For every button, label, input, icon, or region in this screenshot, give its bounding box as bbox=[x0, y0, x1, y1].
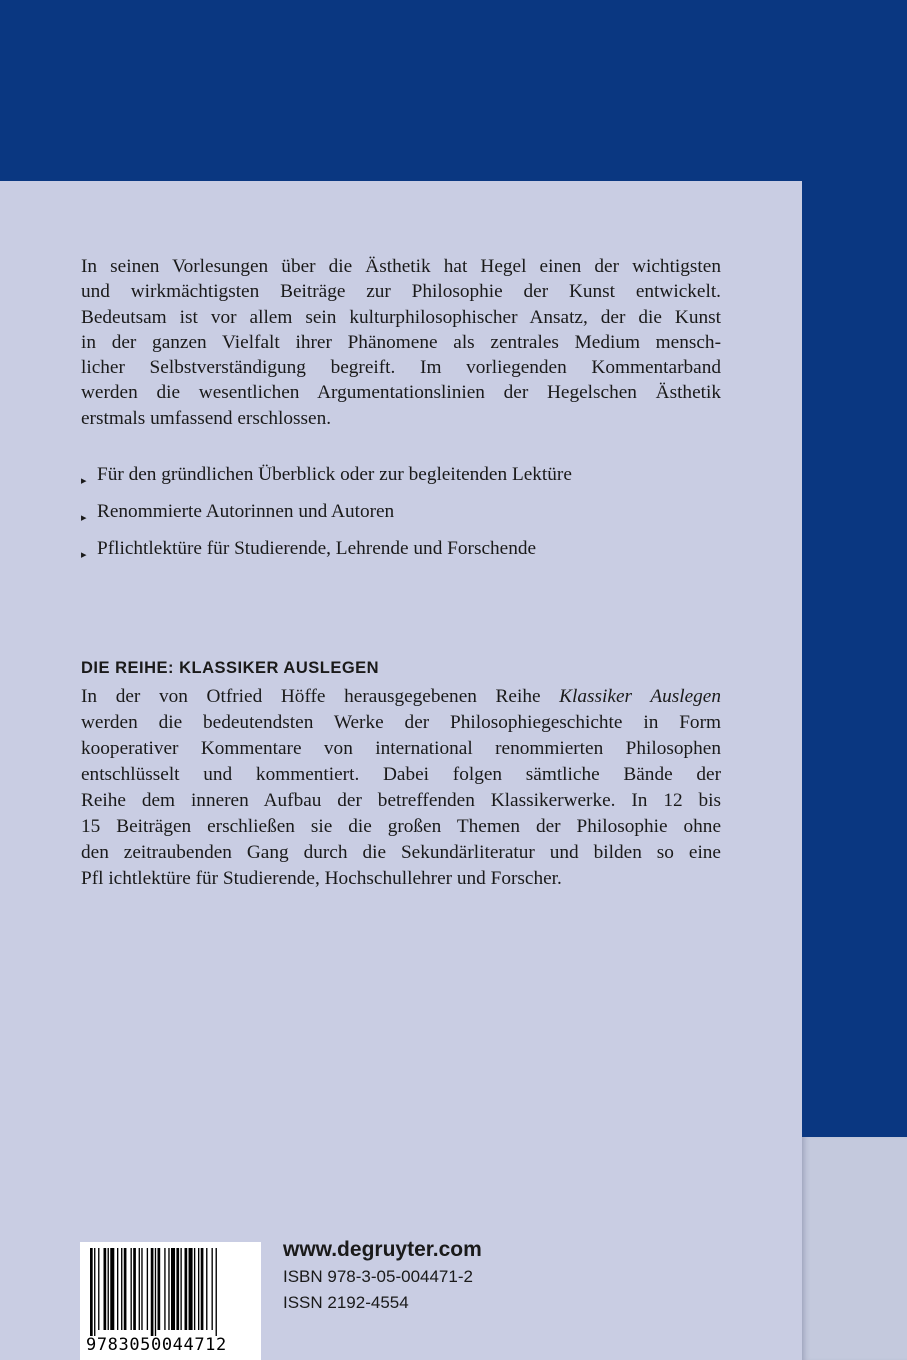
barcode-bar bbox=[147, 1248, 148, 1330]
barcode-bar bbox=[180, 1248, 181, 1330]
intro-line: licher Selbstverständigung begreift. Im vorliegenden Kommentarband bbox=[81, 357, 721, 379]
feature-text: Für den gründlichen Überblick oder zur begleitenden Lektüre bbox=[97, 464, 572, 485]
series-line: den zeitraubenden Gang durch die Sekundärliteratur und bilden so eine bbox=[81, 842, 721, 863]
intro-line: und wirkmächtigsten Beiträge zur Philosophie der Kunst entwickelt. bbox=[81, 281, 721, 303]
isbn-barcode bbox=[80, 1242, 261, 1360]
bullet-triangle-icon: ▸ bbox=[81, 475, 87, 487]
publisher-info bbox=[283, 1236, 482, 1316]
series-line: Pfl ichtlektüre für Studierende, Hochschullehrer und Forscher. bbox=[81, 868, 562, 889]
barcode-bar bbox=[158, 1248, 161, 1330]
top-blue-band bbox=[0, 0, 907, 181]
barcode-bar bbox=[141, 1248, 142, 1330]
barcode-bar bbox=[216, 1248, 217, 1336]
panel-shadow bbox=[802, 1137, 907, 1360]
barcode-bar bbox=[151, 1248, 154, 1336]
feature-text: Renommierte Autorinnen und Autoren bbox=[97, 501, 395, 522]
intro-line: erstmals umfassend erschlossen. bbox=[81, 407, 332, 429]
series-line: kooperativer Kommentare von international renommierten Philosophen bbox=[81, 738, 721, 759]
isbn-number: ISBN 978-3-05-004471-2 bbox=[283, 1267, 473, 1286]
barcode-bar bbox=[171, 1248, 175, 1330]
barcode-bar bbox=[110, 1248, 114, 1330]
barcode-digits: 9783050044712 bbox=[86, 1335, 227, 1355]
barcode-bar bbox=[198, 1248, 199, 1330]
barcode-bar bbox=[176, 1248, 179, 1330]
bullet-triangle-icon: ▸ bbox=[81, 549, 87, 561]
barcode-bar bbox=[155, 1248, 156, 1336]
series-line bbox=[81, 684, 721, 710]
series-title: Klassiker Auslegen bbox=[559, 686, 721, 707]
barcode-bar bbox=[121, 1248, 122, 1330]
series-line: entschlüsselt und kommentiert. Dabei folgen sämtliche Bände der bbox=[81, 764, 721, 785]
issn-number: ISSN 2192-4554 bbox=[283, 1293, 409, 1312]
intro-line: Bedeutsam ist vor allem sein kulturphilosophischer Ansatz, der die Kunst bbox=[81, 306, 721, 328]
feature-list bbox=[81, 461, 741, 572]
barcode-bar bbox=[124, 1248, 127, 1330]
barcode-bar bbox=[131, 1248, 132, 1330]
series-paragraph bbox=[81, 684, 721, 892]
barcode-bar bbox=[168, 1248, 169, 1330]
barcode-bar bbox=[212, 1248, 213, 1330]
intro-line: In seinen Vorlesungen über die Ästhetik hat Hegel einen der wichtigsten bbox=[81, 256, 721, 277]
barcode-bar bbox=[104, 1248, 107, 1330]
series-line: werden die bedeutendsten Werke der Philosophiegeschichte in Form bbox=[81, 712, 721, 733]
series-line: Reihe dem inneren Aufbau der betreffenden Klassikerwerke. In 12 bis bbox=[81, 790, 721, 811]
barcode-bar bbox=[194, 1248, 195, 1330]
barcode-bar bbox=[206, 1248, 207, 1330]
barcode-bar bbox=[98, 1248, 99, 1330]
intro-line: werden die wesentlichen Argumentationslinien der Hegelschen Ästhetik bbox=[81, 382, 721, 404]
feature-text: Pflichtlektüre für Studierende, Lehrende und Forschende bbox=[97, 538, 537, 559]
intro-paragraph bbox=[81, 254, 721, 431]
barcode-bar bbox=[164, 1248, 165, 1330]
right-blue-band bbox=[802, 181, 907, 1137]
barcode-bar bbox=[108, 1248, 109, 1330]
feature-item bbox=[81, 535, 741, 572]
feature-item bbox=[81, 498, 741, 535]
barcode-bar bbox=[133, 1248, 136, 1330]
barcode-bar bbox=[94, 1248, 95, 1336]
barcode-bar bbox=[185, 1248, 188, 1330]
publisher-url[interactable]: www.degruyter.com bbox=[283, 1238, 482, 1261]
intro-line: in der ganzen Vielfalt ihrer Phänomene als zentrales Medium mensch- bbox=[81, 331, 721, 353]
series-line-prefix: In der von Otfried Höffe herausgegebenen Reihe bbox=[81, 686, 560, 707]
barcode-bar bbox=[201, 1248, 204, 1330]
barcode-bar bbox=[189, 1248, 193, 1330]
feature-item bbox=[81, 461, 741, 498]
barcode-bar bbox=[117, 1248, 118, 1330]
series-line: 15 Beiträgen erschließen sie die großen Themen der Philosophie ohne bbox=[81, 816, 721, 837]
barcode-bar bbox=[139, 1248, 140, 1330]
barcode-bar bbox=[90, 1248, 93, 1336]
bullet-triangle-icon: ▸ bbox=[81, 512, 87, 524]
series-heading: DIE REIHE: KLASSIKER AUSLEGEN bbox=[81, 659, 380, 677]
